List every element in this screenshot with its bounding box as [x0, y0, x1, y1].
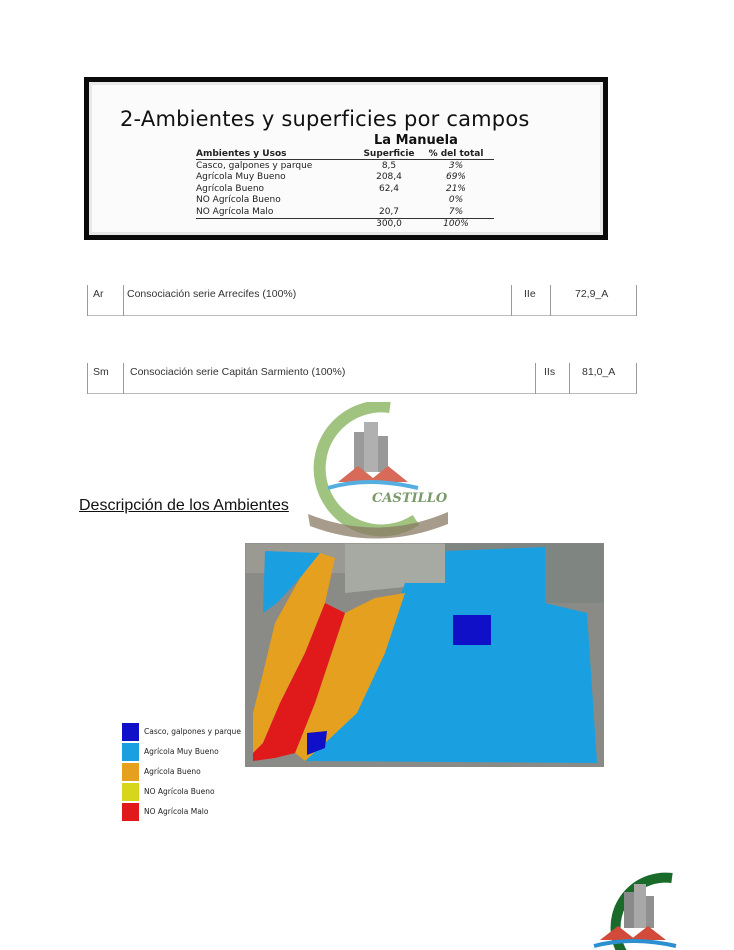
table-row — [196, 172, 494, 184]
legend-label: Agrícola Muy Bueno — [144, 747, 219, 756]
logo-text: CASTILLO — [372, 491, 448, 506]
soil-row-arrecifes — [87, 285, 637, 316]
soil-index: 72,9_A — [575, 288, 609, 300]
soil-description: Consociación serie Arrecifes (100%) — [127, 288, 297, 300]
castillo-logo — [298, 402, 458, 547]
col-header-pct: % del total — [422, 148, 494, 160]
soil-class: IIs — [544, 366, 556, 378]
row-label: NO Agrícola Malo — [196, 206, 274, 217]
legend-label: Agrícola Bueno — [144, 767, 201, 776]
row-label: Casco, galpones y parque — [196, 160, 313, 171]
row-label: Agrícola Bueno — [196, 183, 265, 194]
total-label — [196, 218, 360, 230]
soil-class: IIe — [524, 288, 536, 300]
row-pct: 3% — [448, 160, 464, 171]
table-row — [196, 183, 494, 195]
section-title: Descripción de los Ambientes — [79, 497, 289, 514]
legend-swatch — [122, 763, 139, 781]
legend-label: NO Agrícola Malo — [144, 807, 209, 816]
row-pct: 21% — [445, 183, 466, 194]
ambientes-table — [196, 148, 494, 230]
row-surface: 208,4 — [376, 172, 402, 183]
table-row — [196, 195, 494, 207]
environments-map — [245, 543, 604, 767]
castillo-logo-footer — [572, 870, 734, 950]
legend-swatch — [122, 723, 139, 741]
table-row — [196, 206, 494, 218]
row-pct: 69% — [445, 172, 466, 183]
row-pct: 7% — [448, 206, 464, 217]
ambientes-table-image — [84, 77, 608, 240]
row-surface: 20,7 — [378, 206, 400, 217]
legend-label: NO Agrícola Bueno — [144, 787, 215, 796]
soil-description: Consociación serie Capitán Sarmiento (100%) — [130, 366, 346, 378]
legend-label: Casco, galpones y parque — [144, 727, 241, 736]
total-pct: 100% — [422, 218, 494, 230]
zone-casco — [453, 615, 491, 645]
soil-code: Sm — [93, 366, 109, 378]
soil-code: Ar — [93, 288, 104, 300]
field-name: La Manuela — [374, 133, 458, 148]
table-row — [196, 160, 494, 172]
table-total-row — [196, 218, 494, 230]
total-surface: 300,0 — [360, 218, 422, 230]
legend-swatch — [122, 803, 139, 821]
soil-index: 81,0_A — [582, 366, 616, 378]
ambientes-table-panel — [89, 82, 603, 235]
legend-swatch — [122, 783, 139, 801]
col-header-superficie: Superficie — [360, 148, 422, 160]
soil-row-sarmiento — [87, 363, 637, 394]
legend-swatch — [122, 743, 139, 761]
row-surface: 8,5 — [381, 160, 397, 171]
ambientes-title: 2-Ambientes y superficies por campos — [120, 107, 530, 131]
row-surface: 62,4 — [378, 183, 400, 194]
row-surface — [360, 195, 422, 207]
row-label: Agrícola Muy Bueno — [196, 172, 286, 183]
row-pct: 0% — [448, 195, 464, 206]
col-header-ambientes: Ambientes y Usos — [196, 148, 360, 160]
row-label: NO Agrícola Bueno — [196, 195, 281, 206]
